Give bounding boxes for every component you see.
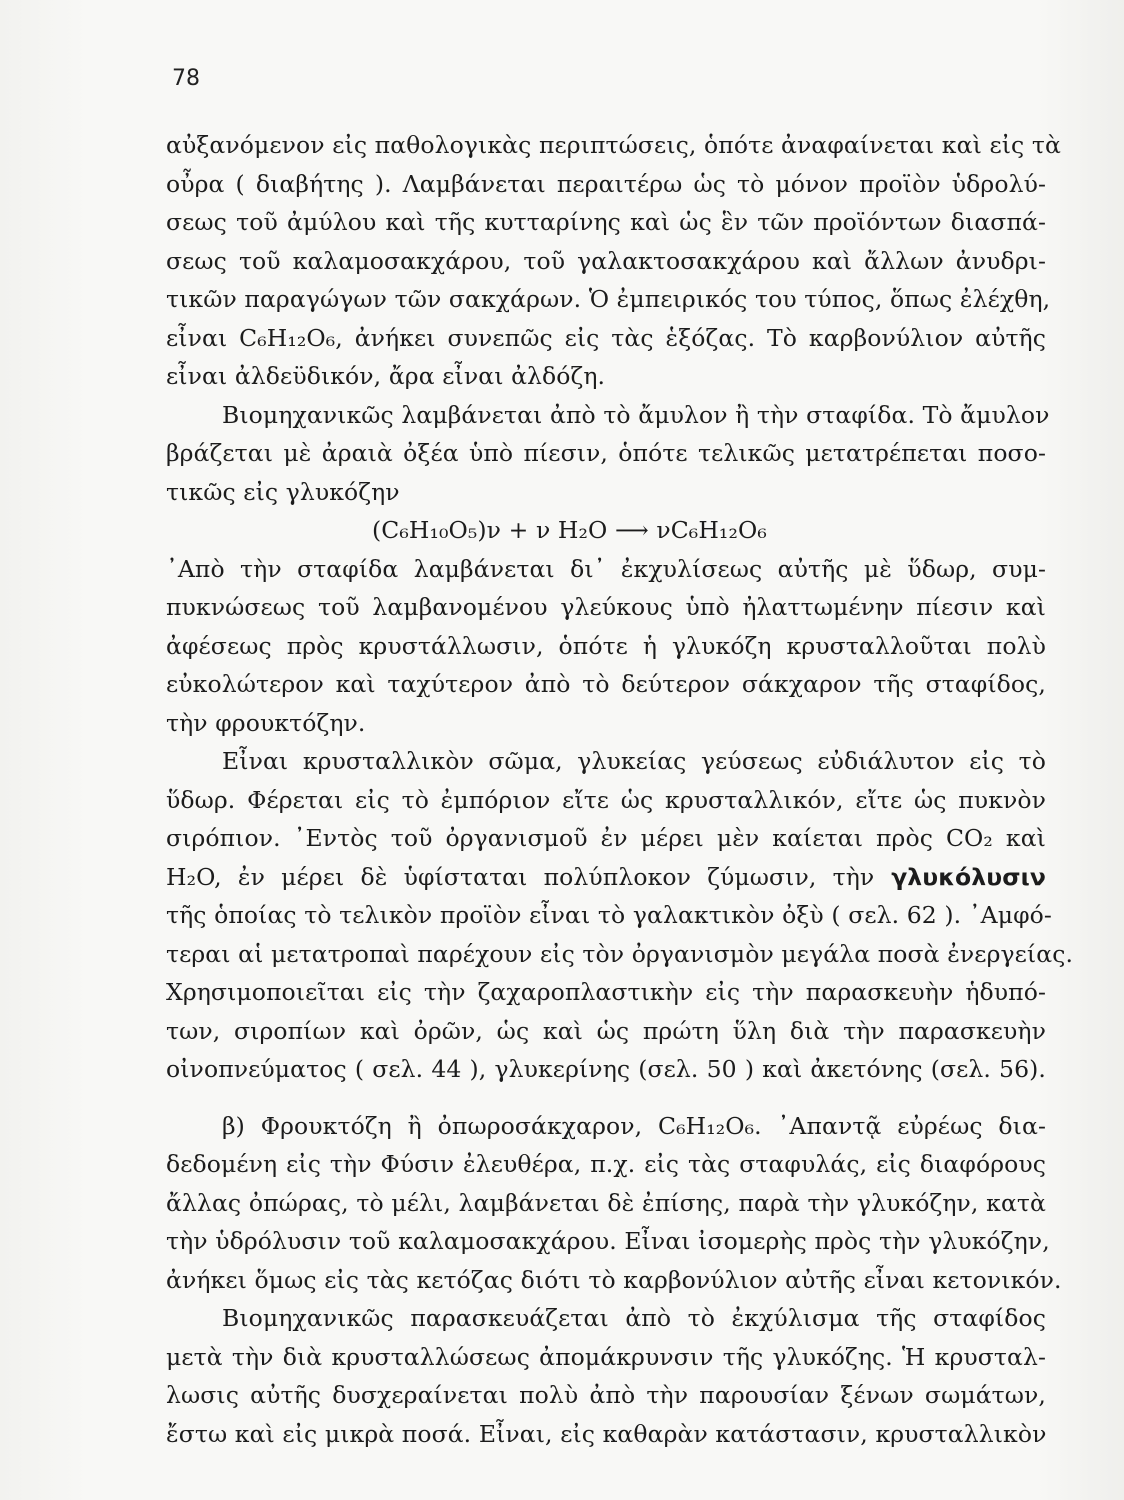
text-line: Εἶναι κρυσταλλικὸν σῶμα, γλυκείας γεύσεως εὐδιάλυτον εἰς τὸ <box>222 747 1046 775</box>
equation-line: (C₆H₁₀O₅)ν + ν H₂O ⟶ νC₆H₁₂O₆ <box>372 516 767 544</box>
text-line: τικῶς εἰς γλυκόζην <box>166 477 400 506</box>
text-line: λωσις αὐτῆς δυσχεραίνεται πολὺ ἀπὸ τὴν παρουσίαν ξένων σωμάτων, <box>166 1381 1046 1409</box>
text-line: σιρόπιον. ᾿Εντὸς τοῦ ὀργανισμοῦ ἐν μέρει μὲν καίεται πρὸς CO₂ καὶ <box>166 824 1046 852</box>
text-line: ἀφέσεως πρὸς κρυστάλλωσιν, ὁπότε ἡ γλυκόζη κρυσταλλοῦται πολὺ <box>166 631 1046 660</box>
text-line: πυκνώσεως τοῦ λαμβανομένου γλεύκους ὑπὸ ἠλαττωμένην πίεσιν καὶ <box>166 593 1046 621</box>
text-line: τὴν ὑδρόλυσιν τοῦ καλαμοσακχάρου. Εἶναι ἰσομερὴς πρὸς τὴν γλυκόζην, <box>166 1227 1050 1255</box>
bold-term: γλυκόλυσιν <box>874 862 1046 891</box>
body-text <box>166 126 1074 1453</box>
text-line: εἶναι ἀλδεϋδικόν, ἄρα εἶναι ἀλδόζη. <box>166 362 606 390</box>
text-line: τῆς ὁποίας τὸ τελικὸν προϊὸν εἶναι τὸ γαλακτικὸν ὀξὺ ( σελ. 62 ). ᾿Αμφό- <box>166 901 1052 929</box>
text-line: ᾿Απὸ τὴν σταφίδα λαμβάνεται δι᾿ ἐκχυλίσεως αὐτῆς μὲ ὕδωρ, συμ- <box>166 554 1046 583</box>
text-line: ὕδωρ. Φέρεται εἰς τὸ ἐμπόριον εἴτε ὡς κρυσταλλικόν, εἴτε ὡς πυκνὸν <box>166 785 1046 814</box>
text-line: τὴν φρουκτόζην. <box>166 708 366 737</box>
text-line: σεως τοῦ ἀμύλου καὶ τῆς κυτταρίνης καὶ ὡς ἓν τῶν προϊόντων διασπά- <box>166 208 1046 236</box>
text-line: μετὰ τὴν διὰ κρυσταλλώσεως ἀπομάκρυνσιν τῆς γλυκόζης. Ἡ κρυσταλ- <box>166 1342 1046 1371</box>
text-line: ἔστω καὶ εἰς μικρὰ ποσά. Εἶναι, εἰς καθαρὰν κατάστασιν, κρυσταλλικὸν <box>166 1419 1047 1448</box>
text-line: εἶναι C₆H₁₂O₆, ἀνήκει συνεπῶς εἰς τὰς ἑξόζας. Τὸ καρβονύλιον αὐτῆς <box>166 323 1046 352</box>
text-line: Βιομηχανικῶς παρασκευάζεται ἀπὸ τὸ ἐκχύλισμα τῆς σταφίδος <box>222 1304 1046 1332</box>
text-line: των, σιροπίων καὶ ὀρῶν, ὡς καὶ ὡς πρώτη ὕλη διὰ τὴν παρασκευὴν <box>166 1016 1046 1045</box>
text-line: ἀνήκει ὅμως εἰς τὰς κετόζας διότι τὸ καρβονύλιον αὐτῆς εἶναι κετονικόν. <box>166 1265 1062 1294</box>
text-line: β) Φρουκτόζη ἢ ὀπωροσάκχαρον, C₆H₁₂O₆. ᾿Απαντᾷ εὐρέως δια- <box>222 1111 1046 1140</box>
text-line: ἄλλας ὀπώρας, τὸ μέλι, λαμβάνεται δὲ ἐπίσης, παρὰ τὴν γλυκόζην, κατὰ <box>166 1188 1046 1217</box>
text-line: οὖρα ( διαβήτης ). Λαμβάνεται περαιτέρω ὡς τὸ μόνον προϊὸν ὑδρολύ- <box>166 169 1046 198</box>
text-line: εὐκολώτερον καὶ ταχύτερον ἀπὸ τὸ δεύτερον σάκχαρον τῆς σταφίδος, <box>166 670 1046 698</box>
text-line: τεραι αἱ μετατροπαὶ παρέχουν εἰς τὸν ὀργανισμὸν μεγάλα ποσὰ ἐνεργείας. <box>166 939 1074 968</box>
text-line: σεως τοῦ καλαμοσακχάρου, τοῦ γαλακτοσακχάρου καὶ ἄλλων ἀνυδρι- <box>166 246 1046 275</box>
text-line: βράζεται μὲ ἀραιὰ ὀξέα ὑπὸ πίεσιν, ὁπότε τελικῶς μετατρέπεται ποσο- <box>166 439 1046 467</box>
paragraph-gap <box>166 1089 1046 1107</box>
text-line: Βιομηχανικῶς λαμβάνεται ἀπὸ τὸ ἄμυλον ἢ τὴν σταφίδα. Τὸ ἄμυλον <box>222 400 1050 429</box>
text-line: αὐξανόμενον εἰς παθολογικὰς περιπτώσεις, ὁπότε ἀναφαίνεται καὶ εἰς τὰ <box>166 131 1061 159</box>
text-line: οἰνοπνεύματος ( σελ. 44 ), γλυκερίνης (σελ. 50 ) καὶ ἀκετόνης (σελ. 56). <box>166 1055 1046 1083</box>
text-line: H₂O, ἐν μέρει δὲ ὑφίσταται πολύπλοκον ζύμωσιν, τὴν γλυκόλυσιν <box>166 862 1046 891</box>
text-line: Χρησιμοποιεῖται εἰς τὴν ζαχαροπλαστικὴν εἰς τὴν παρασκευὴν ἡδυπό- <box>166 978 1046 1006</box>
page-number: 78 <box>172 66 200 91</box>
text-line: τικῶν παραγώγων τῶν σακχάρων. Ὁ ἐμπειρικός του τύπος, ὅπως ἐλέχθη, <box>166 285 1051 313</box>
text-line: δεδομένη εἰς τὴν Φύσιν ἐλευθέρα, π.χ. εἰς τὰς σταφυλάς, εἰς διαφόρους <box>166 1150 1046 1178</box>
